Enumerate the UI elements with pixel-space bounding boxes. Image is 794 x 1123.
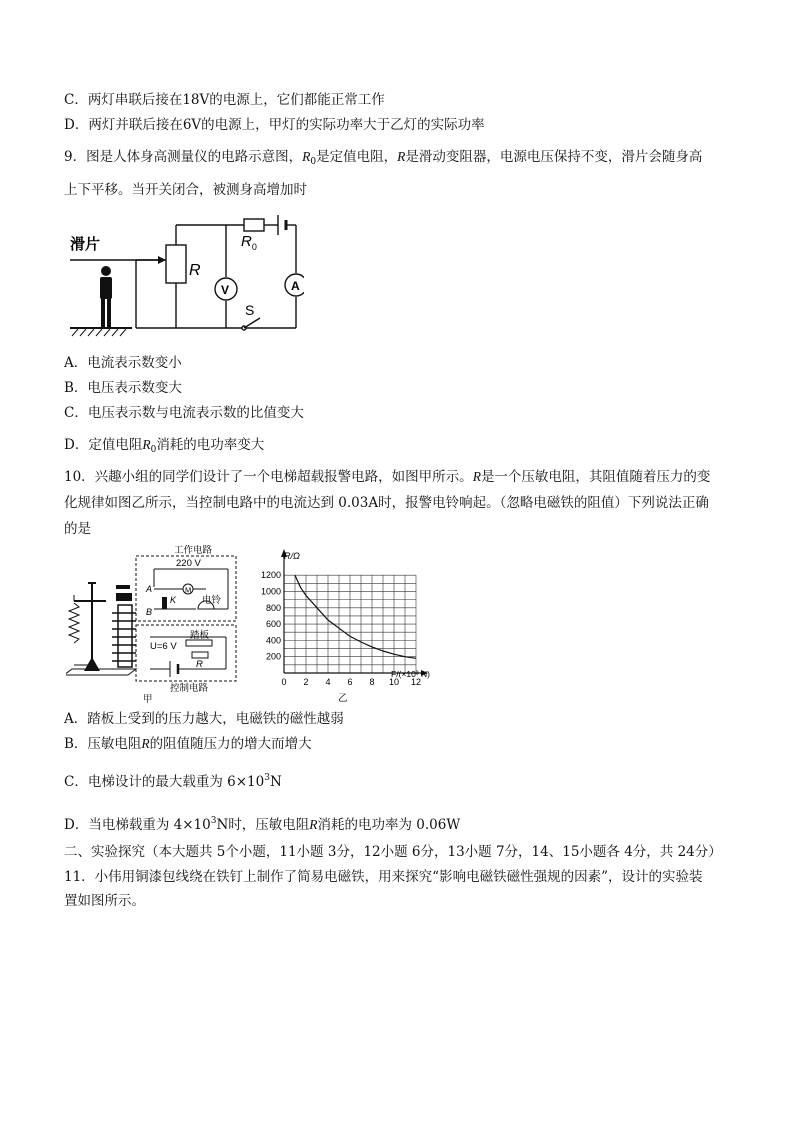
q9-stem-line2: 上下平移。当开关闭合，被测身高增加时	[64, 182, 307, 198]
y-tick-label: 200	[265, 651, 281, 662]
x-tick-label: 8	[369, 677, 375, 687]
y-axis-label: R/Ω	[284, 551, 300, 561]
contact-b-label: B	[146, 607, 153, 617]
contact-k-label: K	[170, 595, 177, 605]
q8-option-d: D．两灯并联后接在6V的电源上，甲灯的实际功率大于乙灯的实际功率	[64, 117, 485, 133]
x-tick-label: 0	[281, 677, 287, 687]
q10-option-c: C．电梯设计的最大载重为 $6\times 10^3N$	[64, 773, 282, 790]
y-tick-label: 1000	[260, 586, 281, 597]
q10-option-d: D．当电梯载重为 $4\times 10^3N$时，压敏电阻R消耗的电功率为 0.06W	[64, 816, 461, 833]
supply-voltage-label: U=6 V	[150, 641, 177, 652]
x-tick-label: 2	[303, 677, 309, 687]
switch-label: S	[245, 302, 255, 318]
q11-stem-line1: 11．小伟用铜漆包线绕在铁钉上制作了简易电磁铁，用来探究“影响电磁铁磁性强规的因素”，设计的实验装	[64, 869, 703, 885]
q11-stem-line2: 置如图所示。	[64, 893, 145, 909]
q9-stem-line1: 9．图是人体身高测量仪的电路示意图，$R_0$是定值电阻，R是滑动变阻器，电源电压保持不变，滑片会随身高	[64, 149, 703, 167]
motor-label: M	[185, 585, 192, 595]
contact-a-label: A	[146, 584, 153, 594]
q10-stem-line2: 化规律如图乙所示，当控制电路中的电流达到 0.03A时，报警电铃响起。（忽略电磁铁的阻值）下列说法正确	[64, 495, 709, 511]
q9-circuit-diagram	[64, 205, 304, 340]
q10-option-b: B．压敏电阻R的阻值随压力的增大而增大	[64, 736, 312, 752]
y-tick-label: 600	[265, 619, 281, 630]
x-tick-label: 10	[388, 677, 400, 687]
q10-stem-line3: 的是	[64, 521, 91, 537]
voltage-label: 220 V	[176, 558, 201, 569]
q9-option-b: B．电压表示数变大	[64, 380, 182, 396]
x-axis-label: F/(×10³ N)	[391, 669, 430, 679]
ammeter-label: A	[291, 279, 300, 293]
r0-label: $R_0$	[241, 233, 257, 252]
x-tick-label: 4	[325, 677, 331, 687]
sensor-r-label: R	[196, 659, 203, 670]
q9-option-c: C．电压表示数与电流表示数的比值变大	[64, 405, 304, 421]
x-tick-label: 12	[410, 677, 422, 687]
figure-jia-caption: 甲	[143, 694, 153, 705]
slider-label: 滑片	[70, 236, 101, 253]
bell-label: 电铃	[202, 595, 222, 606]
q9-option-d: D．定值电阻$R_0$消耗的电功率变大	[64, 437, 265, 455]
q10-chart-yi	[250, 545, 450, 705]
pedal-label: 踏板	[190, 630, 210, 641]
person-icon	[100, 266, 112, 327]
q10-figure-jia	[66, 545, 244, 705]
series-line	[295, 575, 416, 658]
q9-option-a: A．电流表示数变小	[64, 355, 182, 371]
chart-grid	[284, 575, 416, 673]
control-circuit-label: 控制电路	[170, 683, 209, 694]
section-2-title: 二、实验探究（本大题共 5个小题，11小题 3分，12小题 6分，13小题 7分，14、15小题各 4分，共 24分）	[64, 844, 722, 860]
q10-option-a: A．踏板上受到的压力越大，电磁铁的磁性越弱	[64, 711, 344, 727]
y-tick-label: 400	[265, 635, 281, 646]
x-tick-label: 6	[347, 677, 353, 687]
y-tick-label: 800	[265, 602, 281, 613]
q8-option-c: C．两灯串联后接在18V的电源上，它们都能正常工作	[64, 92, 385, 108]
q10-stem-line1: 10．兴趣小组的同学们设计了一个电梯超载报警电路，如图甲所示。R是一个压敏电阻，其阻值随着压力的变	[64, 469, 711, 485]
rheostat-label: R	[189, 262, 201, 279]
voltmeter-label: V	[221, 283, 230, 297]
chart-caption: 乙	[338, 693, 348, 704]
y-tick-label: 1200	[260, 570, 281, 581]
work-circuit-label: 工作电路	[174, 545, 213, 556]
